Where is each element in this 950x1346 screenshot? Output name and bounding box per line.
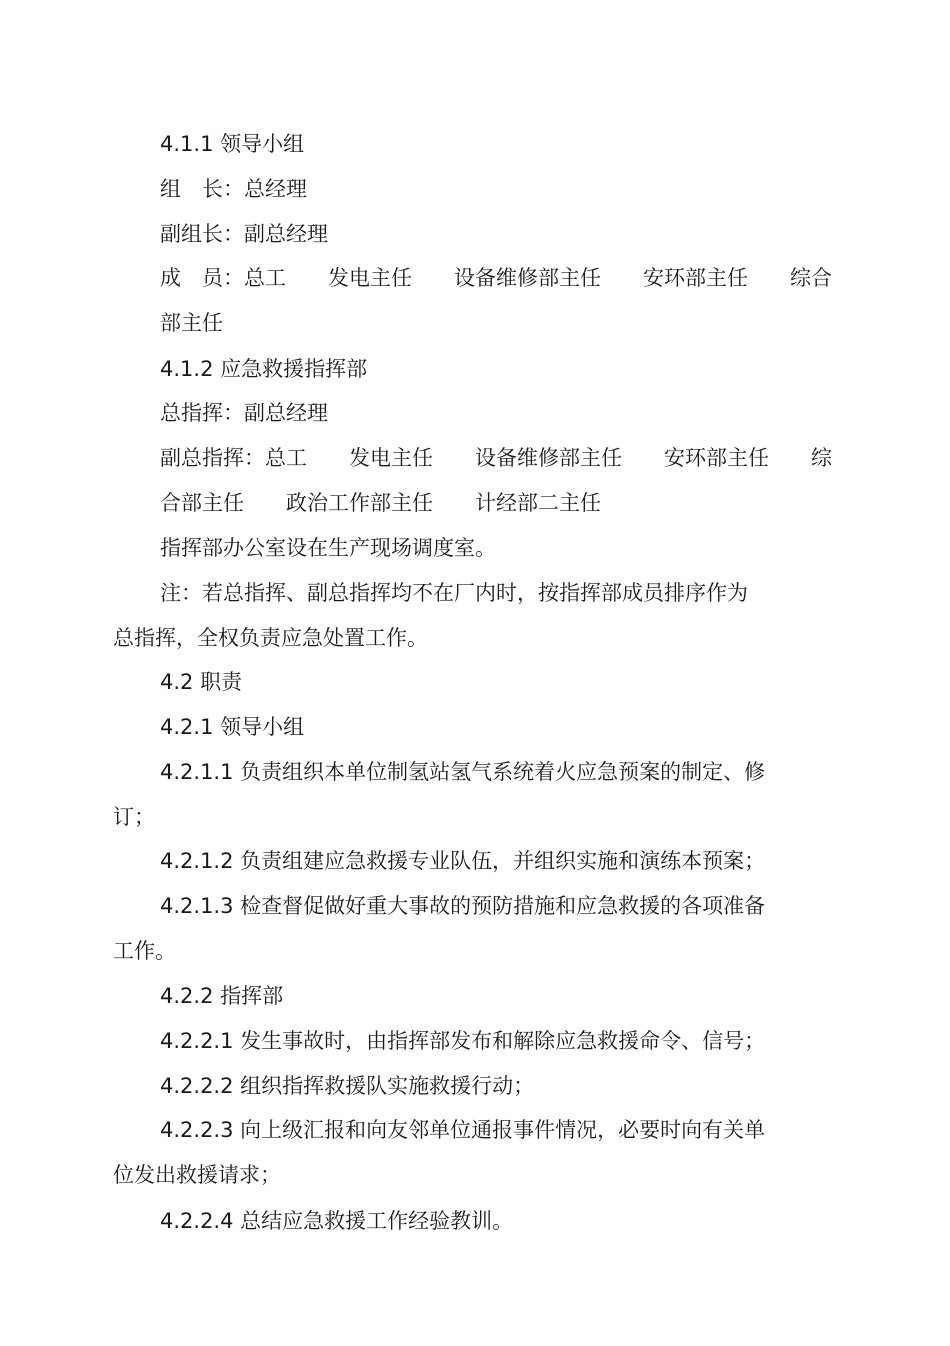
item-4-2-2-2: 4.2.2.2 组织指挥救援队实施救援行动； (160, 1074, 535, 1098)
item-4-2-1-1-cont: 订； (113, 805, 155, 829)
note-line-cont: 总指挥，全权负责应急处置工作。 (113, 626, 428, 650)
item-4-2-2-3: 4.2.2.3 向上级汇报和向友邻单位通报事件情况，必要时向有关单 (160, 1118, 766, 1142)
item-4-2-2-4: 4.2.2.4 总结应急救援工作经验教训。 (160, 1209, 514, 1233)
members-line: 成 员：总工 发电主任 设备维修部主任 安环部主任 综合 (160, 266, 832, 290)
item-4-2-1-3-cont: 工作。 (113, 939, 176, 963)
heading-4-1-2: 4.1.2 应急救援指挥部 (160, 357, 368, 381)
item-4-2-1-1: 4.2.1.1 负责组织本单位制氢站氢气系统着火应急预案的制定、修 (160, 760, 766, 784)
item-4-2-2-1: 4.2.2.1 发生事故时，由指挥部发布和解除应急救援命令、信号； (160, 1029, 766, 1053)
item-4-2-1-2: 4.2.1.2 负责组建应急救援专业队伍，并组织实施和演练本预案； (160, 849, 766, 873)
commander-line: 总指挥：副总经理 (160, 401, 328, 425)
heading-4-2-2: 4.2.2 指挥部 (160, 984, 284, 1008)
item-4-2-1-3: 4.2.1.3 检查督促做好重大事故的预防措施和应急救援的各项准备 (160, 894, 766, 918)
heading-4-2: 4.2 职责 (160, 670, 243, 694)
leader-line: 组 长：总经理 (160, 177, 307, 201)
deputy-leader-line: 副组长：副总经理 (160, 222, 328, 246)
deputy-commander-line: 副总指挥：总工 发电主任 设备维修部主任 安环部主任 综 (160, 446, 832, 470)
deputy-commander-line-cont: 合部主任 政治工作部主任 计经部二主任 (160, 491, 601, 515)
note-line: 注：若总指挥、副总指挥均不在厂内时，按指挥部成员排序作为 (160, 581, 748, 605)
heading-4-2-1: 4.2.1 领导小组 (160, 715, 305, 739)
office-location-line: 指挥部办公室设在生产现场调度室。 (160, 536, 496, 560)
heading-4-1-1: 4.1.1 领导小组 (160, 132, 305, 156)
members-line-cont: 部主任 (160, 311, 223, 335)
item-4-2-2-3-cont: 位发出救援请求； (113, 1163, 281, 1187)
